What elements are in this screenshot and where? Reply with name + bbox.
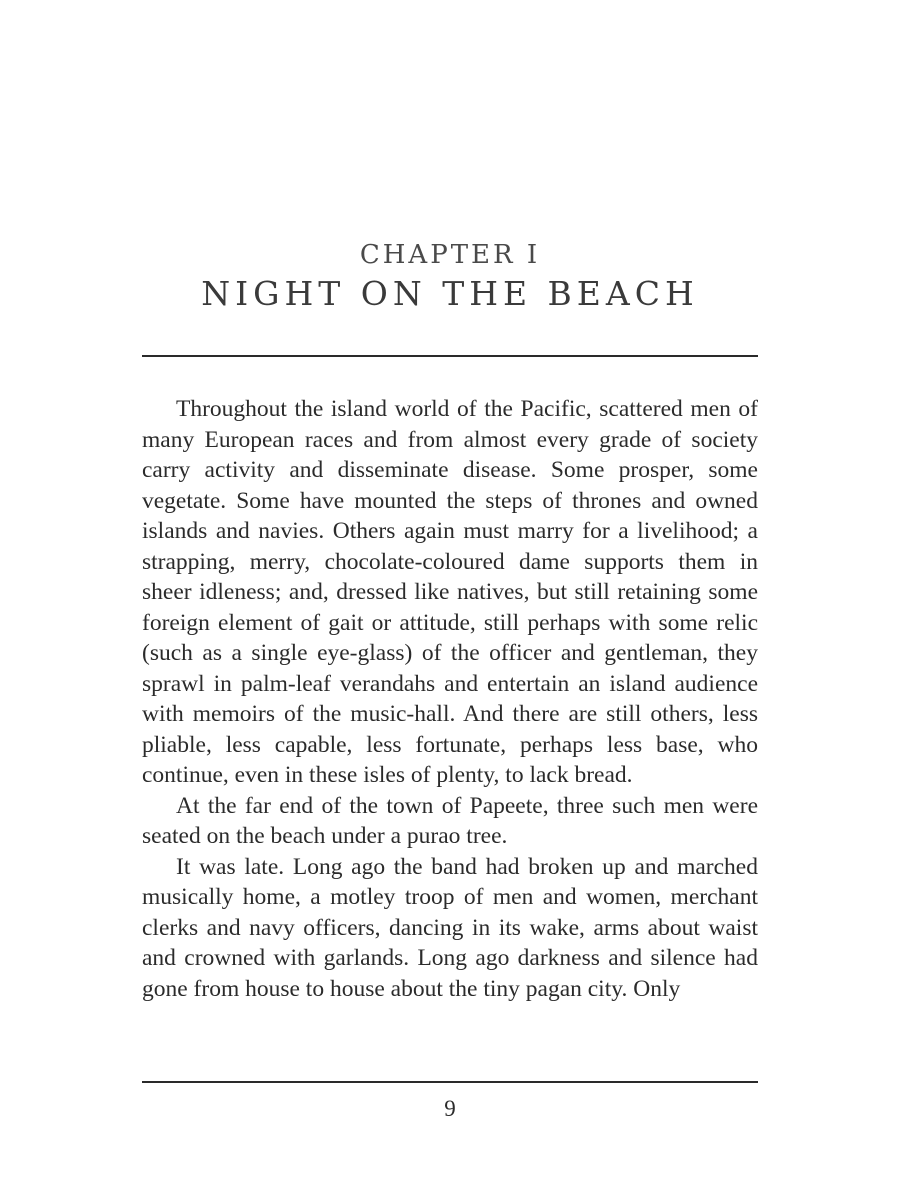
chapter-body xyxy=(142,394,758,1004)
paragraph: It was late. Long ago the band had broken up and marched musically home, a motley troop of men and women, merchant clerks and navy officers, dancing in its wake, arms about waist and crowned with garlands. Long ago darkness and silence had gone from house to house about the tiny pagan city. Only xyxy=(142,853,758,1002)
page-number: 9 xyxy=(444,1096,456,1121)
chapter-label: CHAPTER I xyxy=(359,240,541,270)
paragraph: Throughout the island world of the Pacific, scattered men of many European races and from almost every grade of society carry activity and disseminate disease. Some prosper, some vegetate. Some have mounted the steps of thrones and owned islands and navies. Others again must marry for a livelihood; a strapping, merry, chocolate-coloured dame supports them in sheer idleness; and, dressed like natives, but still retaining some foreign element of gait or attitude, still perhaps with some relic (such as a single eye-glass) of the officer and gentleman, they sprawl in palm-leaf verandahs and entertain an island audience with memoirs of the music-hall. And there are still others, less pliable, less capable, less fortunate, perhaps less base, who continue, even in these isles of plenty, to lack bread. xyxy=(142,396,758,788)
bottom-rule xyxy=(142,1081,758,1083)
paragraph: At the far end of the town of Papeete, three such men were seated on the beach under a purao tree. xyxy=(142,792,758,849)
top-rule xyxy=(142,355,758,357)
chapter-title: NIGHT ON THE BEACH xyxy=(201,274,699,313)
